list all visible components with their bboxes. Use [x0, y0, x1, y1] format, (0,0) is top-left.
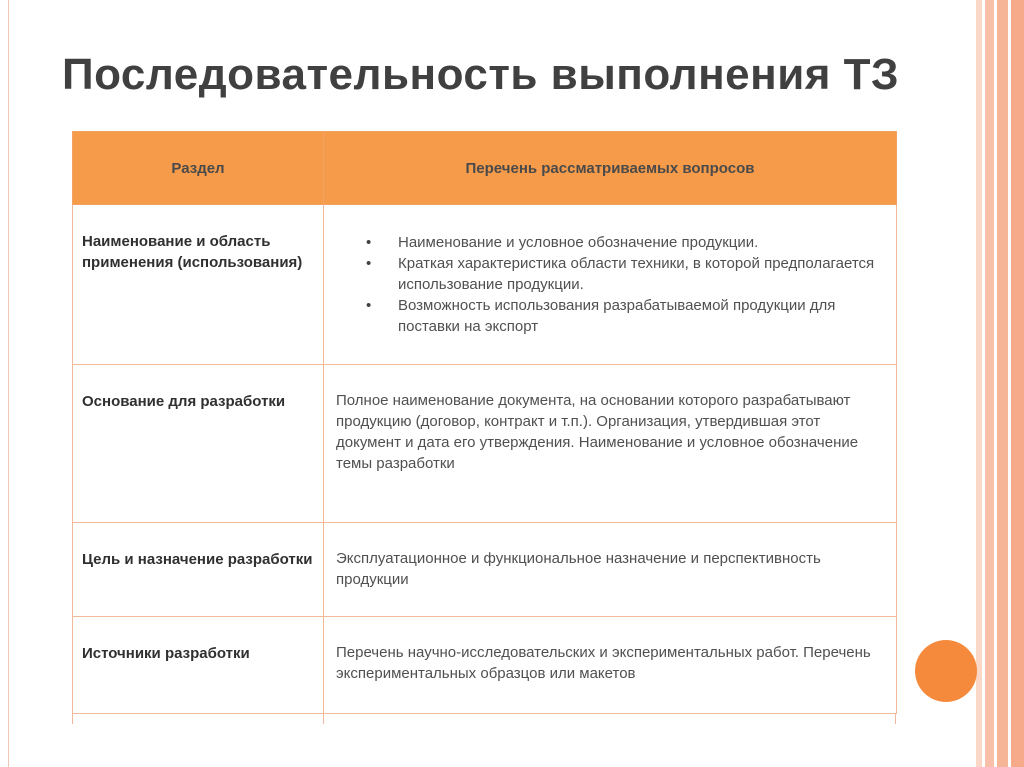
table-row — [73, 523, 897, 617]
table-row — [73, 617, 897, 714]
decorative-circle-icon — [915, 640, 977, 702]
table-row — [73, 365, 897, 523]
list-item: • Краткая характеристика области техники, в которой предполагается использование продукции. — [366, 253, 886, 295]
row-section: Основание для разработки — [73, 365, 324, 523]
row-description: Эксплуатационное и функциональное назначение и перспективность продукции — [324, 523, 897, 617]
table-continuation — [72, 714, 896, 724]
row-section: Источники разработки — [73, 617, 324, 714]
list-item: • Возможность использования разрабатываемой продукции для поставки на экспорт — [366, 295, 886, 337]
slide-title: Последовательность выполнения ТЗ — [62, 50, 900, 99]
header-section: Раздел — [73, 132, 324, 205]
row-section: Цель и назначение разработки — [73, 523, 324, 617]
row-description: Полное наименование документа, на основании которого разрабатывают продукцию (договор, контракт и т.п.). Организация, утвердившая этот документ и дата его утверждения. Наименование и условное обозначение темы разработки — [324, 365, 897, 523]
bullet-list — [336, 232, 886, 337]
header-questions: Перечень рассматриваемых вопросов — [324, 132, 897, 205]
tz-table — [72, 131, 896, 715]
row-description: Перечень научно-исследовательских и экспериментальных работ. Перечень экспериментальных образцов или макетов — [324, 617, 897, 714]
row-section: Наименование и область применения (использования) — [73, 205, 324, 365]
table-row — [73, 205, 897, 365]
row-description — [324, 205, 897, 365]
list-item: • Наименование и условное обозначение продукции. — [366, 232, 886, 253]
decorative-stripes — [976, 0, 1024, 767]
left-border-line — [8, 0, 9, 767]
table-header-row — [73, 132, 897, 205]
